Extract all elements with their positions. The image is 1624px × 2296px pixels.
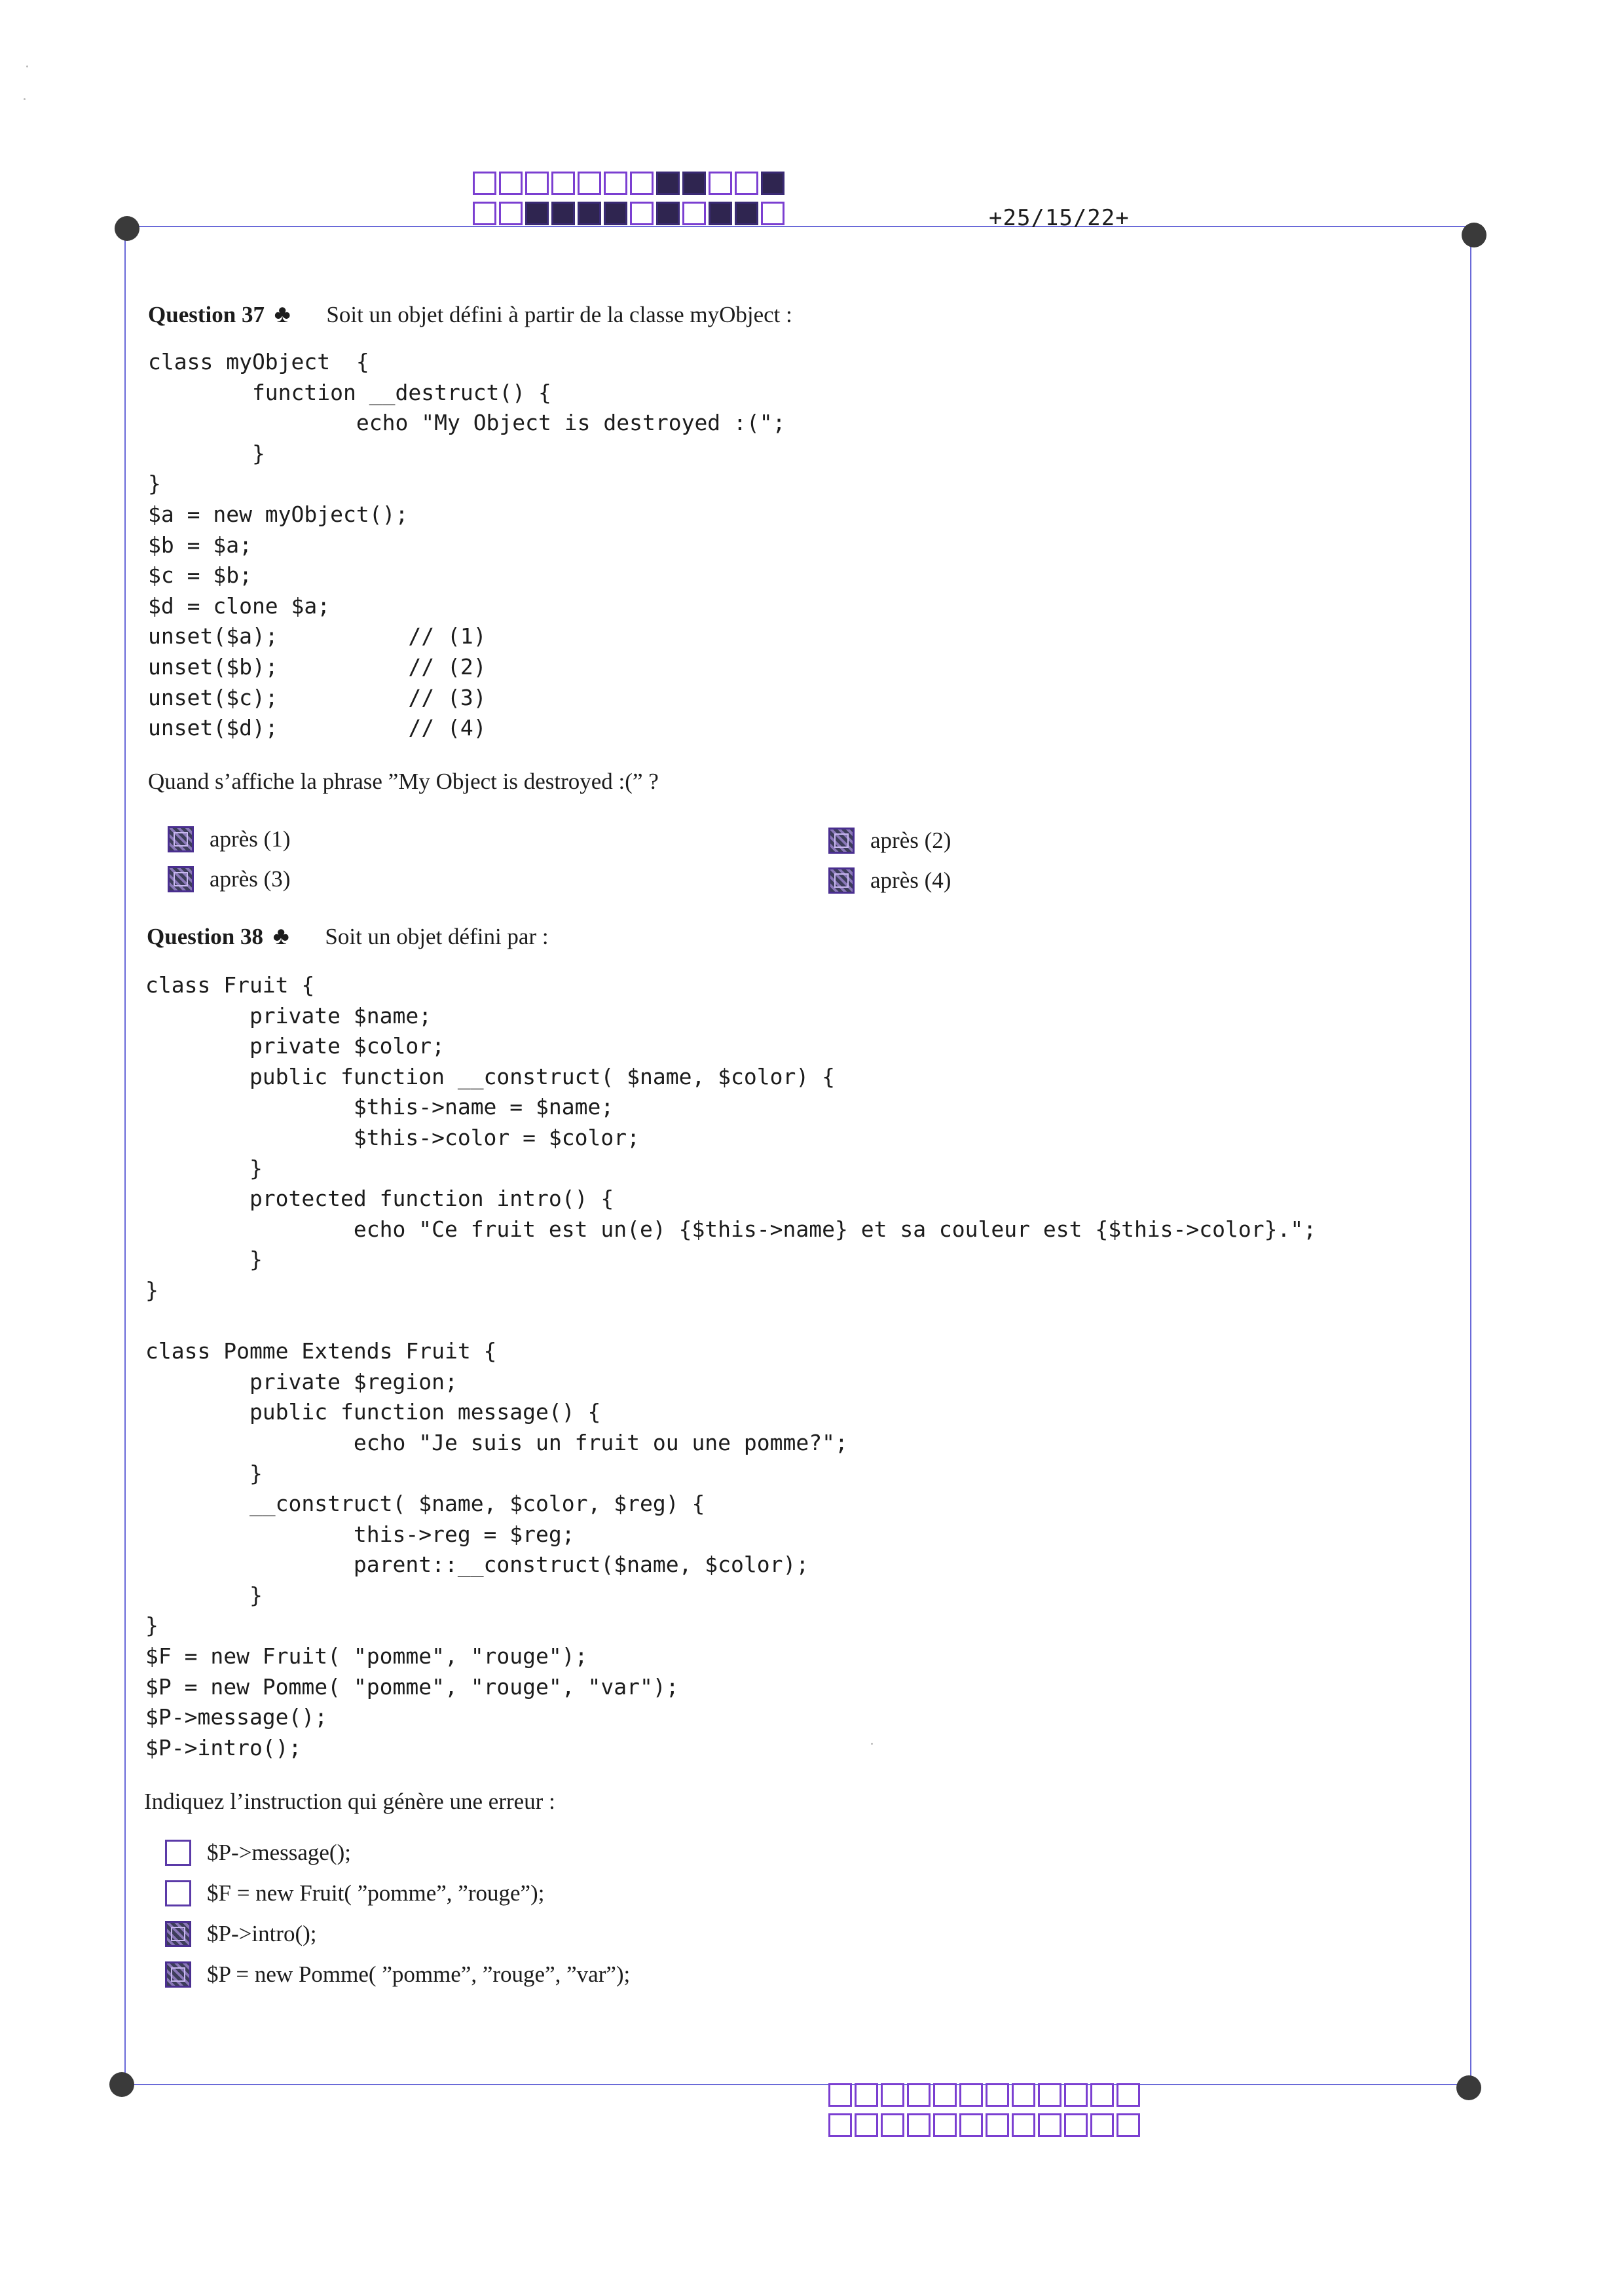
barcode-cell <box>499 172 523 195</box>
barcode-top-row-1 <box>473 172 787 195</box>
barcode-bottom-row-2 <box>828 2113 1143 2137</box>
barcode-cell <box>1090 2113 1114 2137</box>
club-icon: ♣ <box>274 301 291 328</box>
q37-answer-3-label: après (3) <box>210 866 291 892</box>
barcode-cell <box>551 172 575 195</box>
barcode-cell <box>604 172 627 195</box>
barcode-cell <box>761 202 784 225</box>
barcode-cell <box>828 2113 852 2137</box>
barcode-cell <box>1064 2083 1088 2107</box>
barcode-cell <box>881 2083 904 2107</box>
barcode-cell <box>499 202 523 225</box>
question-38-header <box>147 922 549 951</box>
question-38-label: Question 38 <box>147 924 263 949</box>
q38-answer-1-checkbox[interactable] <box>165 1840 191 1866</box>
barcode-bottom-row-1 <box>828 2083 1143 2107</box>
q38-answer-3-checkbox[interactable] <box>165 1921 191 1947</box>
q38-answer-2-checkbox[interactable] <box>165 1880 191 1906</box>
barcode-cell <box>578 172 601 195</box>
question-37-code: class myObject { function __destruct() { echo "My Object is destroyed :("; } } $a = new myObject(); $b = $a; $c = $b; $d = clone $a; unset($a); // (1) unset($b); // (2) unset($c); // (3) unset($d); // (4) <box>148 349 786 741</box>
q38-answer-4[interactable] <box>165 1961 630 1988</box>
question-38-text: Soit un objet défini par : <box>325 924 549 949</box>
barcode-cell <box>656 202 680 225</box>
registration-mark-bottom-right <box>1456 2075 1481 2100</box>
barcode-cell <box>828 2083 852 2107</box>
barcode-cell <box>525 172 549 195</box>
barcode-cell <box>986 2083 1009 2107</box>
barcode-cell <box>709 172 732 195</box>
barcode-cell <box>578 202 601 225</box>
barcode-cell <box>682 172 706 195</box>
q37-answer-4[interactable] <box>828 867 951 894</box>
q37-answer-4-label: après (4) <box>870 867 951 893</box>
scan-speck <box>24 98 26 100</box>
barcode-cell <box>959 2083 983 2107</box>
q37-answer-2-label: après (2) <box>870 828 951 853</box>
q38-answer-2-label: $F = new Fruit( ”pomme”, ”rouge”); <box>207 1880 545 1906</box>
barcode-cell <box>630 202 654 225</box>
question-37-prompt: Quand s’affiche la phrase ”My Object is destroyed :(” ? <box>148 769 659 794</box>
barcode-cell <box>761 172 784 195</box>
q38-answer-2[interactable] <box>165 1880 544 1906</box>
scan-speck <box>871 1743 873 1745</box>
barcode-cell <box>735 202 758 225</box>
q38-answer-3[interactable] <box>165 1921 317 1947</box>
question-38-prompt: Indiquez l’instruction qui génère une erreur : <box>144 1789 555 1814</box>
q38-answer-4-label: $P = new Pomme( ”pomme”, ”rouge”, ”var”); <box>207 1961 631 1987</box>
barcode-cell <box>1012 2113 1035 2137</box>
barcode-cell <box>933 2113 957 2137</box>
question-37-text: Soit un objet défini à partir de la classe myObject : <box>326 302 792 327</box>
q38-answer-4-checkbox[interactable] <box>165 1961 191 1988</box>
barcode-cell <box>604 202 627 225</box>
barcode-cell <box>656 172 680 195</box>
q38-answer-1-label: $P->message(); <box>207 1840 351 1865</box>
question-38-code: class Fruit { private $name; private $color; public function __construct( $name, $color) { $this->name = $name; $this->color = $color; } protected function intro() { echo "Ce fruit est un(e) {$this->name} et sa couleur est {$this->color}."; } } class Pomme Extends Fruit { private $region; public function message() { echo "Je suis un fruit ou une pomme?"; } __construct( $name, $color, $reg) { this->reg = $reg; parent::__construct($name, $color); } } $F = new Fruit( "pomme", "rouge"); $P = new Pomme( "pomme", "rouge", "var"); $P->message(); $P->intro(); <box>145 972 1317 1760</box>
q37-answer-1[interactable] <box>168 826 290 852</box>
registration-mark-top-right <box>1462 223 1486 247</box>
barcode-cell <box>630 172 654 195</box>
q37-answer-2-checkbox[interactable] <box>828 828 855 854</box>
barcode-cell <box>907 2083 931 2107</box>
barcode-cell <box>551 202 575 225</box>
barcode-cell <box>881 2113 904 2137</box>
question-37-header <box>148 300 792 329</box>
q37-answer-1-label: après (1) <box>210 826 291 852</box>
barcode-cell <box>986 2113 1009 2137</box>
barcode-top-row-2 <box>473 202 787 225</box>
q38-answer-1[interactable] <box>165 1840 351 1866</box>
barcode-cell <box>1038 2113 1061 2137</box>
barcode-cell <box>473 202 496 225</box>
barcode-cell <box>682 202 706 225</box>
q37-answer-4-checkbox[interactable] <box>828 867 855 894</box>
barcode-cell <box>959 2113 983 2137</box>
barcode-cell <box>1090 2083 1114 2107</box>
registration-mark-bottom-left <box>109 2072 134 2097</box>
barcode-cell <box>709 202 732 225</box>
barcode-cell <box>1064 2113 1088 2137</box>
barcode-cell <box>855 2113 878 2137</box>
club-icon: ♣ <box>272 922 289 950</box>
barcode-cell <box>933 2083 957 2107</box>
barcode-cell <box>855 2083 878 2107</box>
q38-answer-3-label: $P->intro(); <box>207 1921 317 1946</box>
q37-answer-3-checkbox[interactable] <box>168 866 194 892</box>
barcode-cell <box>735 172 758 195</box>
barcode-cell <box>473 172 496 195</box>
q37-answer-2[interactable] <box>828 828 951 854</box>
q37-answer-1-checkbox[interactable] <box>168 826 194 852</box>
barcode-cell <box>1116 2083 1140 2107</box>
id-stamp: +25/15/22+ <box>989 205 1130 231</box>
q37-answer-3[interactable] <box>168 866 290 892</box>
registration-mark-top-left <box>115 216 139 241</box>
barcode-cell <box>907 2113 931 2137</box>
barcode-cell <box>525 202 549 225</box>
barcode-cell <box>1012 2083 1035 2107</box>
barcode-cell <box>1038 2083 1061 2107</box>
barcode-cell <box>1116 2113 1140 2137</box>
scan-speck <box>26 65 28 67</box>
question-37-label: Question 37 <box>148 302 265 327</box>
